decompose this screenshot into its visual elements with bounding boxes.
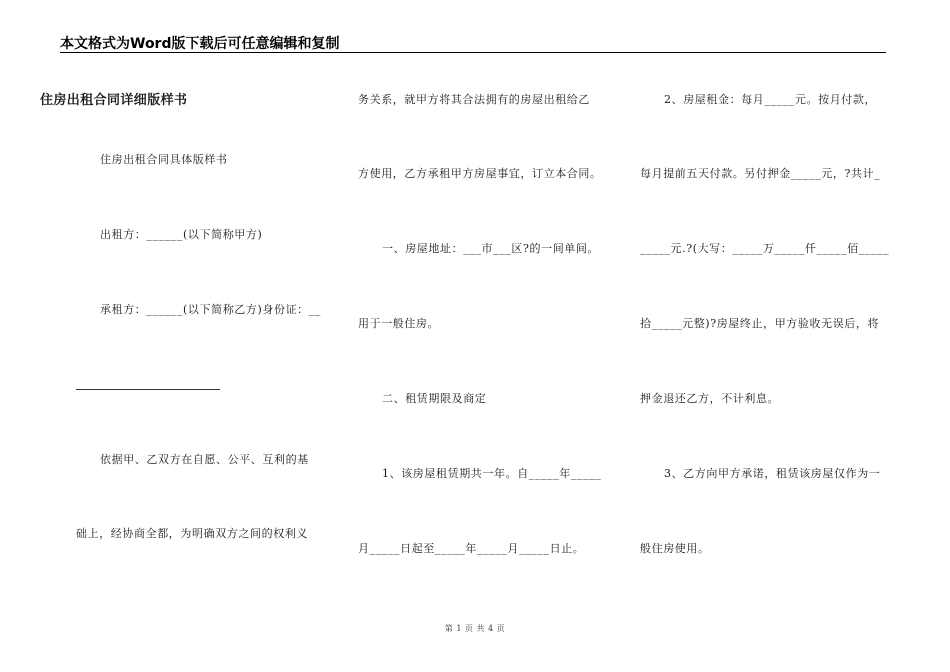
- text-column-3: [640, 0, 890, 672]
- paragraph-line: 月_____日起至_____年_____月_____日止。: [358, 542, 585, 555]
- paragraph-line: 般住房使用。: [640, 542, 710, 555]
- paragraph-line: 务关系，就甲方将其合法拥有的房屋出租给乙: [358, 93, 590, 106]
- paragraph-line: 1、该房屋租赁期共一年。自_____年_____: [382, 467, 602, 480]
- document-title: 住房出租合同详细版样书: [40, 93, 188, 108]
- paragraph-line: 依据甲、乙双方在自愿、公平、互利的基: [100, 453, 309, 466]
- paragraph-line: 押金退还乙方，不计利息。: [640, 392, 780, 405]
- download-banner: 本文格式为Word版下载后可任意编辑和复制: [60, 36, 340, 52]
- paragraph-line: 一、房屋地址：___市___区?的一间单间。: [382, 242, 600, 255]
- paragraph-line: 用于一般住房。: [358, 317, 440, 330]
- paragraph-line: 拾_____元整)?房屋终止，甲方验收无误后，将: [640, 317, 880, 330]
- text-column-1: [76, 0, 328, 672]
- paragraph-line: 2、房屋租金：每月_____元。按月付款，: [664, 93, 877, 106]
- section-heading: 二、租赁期限及商定: [382, 392, 487, 405]
- paragraph-line: 住房出租合同具体版样书: [100, 153, 228, 166]
- paragraph-line: 方使用，乙方承租甲方房屋事宜，订立本合同。: [358, 167, 602, 180]
- paragraph-line: 础上，经协商全都，为明确双方之间的权利义: [76, 527, 308, 540]
- paragraph-line: 每月提前五天付款。另付押金_____元，?共计_: [640, 167, 881, 180]
- blank-fill-line: [76, 389, 220, 390]
- page-indicator: 第 1 页 共 4 页: [444, 624, 506, 633]
- paragraph-line: 承租方：______(以下简称乙方)身份证：__: [100, 303, 321, 316]
- paragraph-line: 3、乙方向甲方承诺，租赁该房屋仅作为一: [664, 467, 881, 480]
- text-column-2: [358, 0, 608, 672]
- paragraph-line: _____元.?(大写：_____万_____仟_____佰_____: [640, 242, 890, 255]
- paragraph-line: 出租方：______(以下简称甲方): [100, 228, 263, 241]
